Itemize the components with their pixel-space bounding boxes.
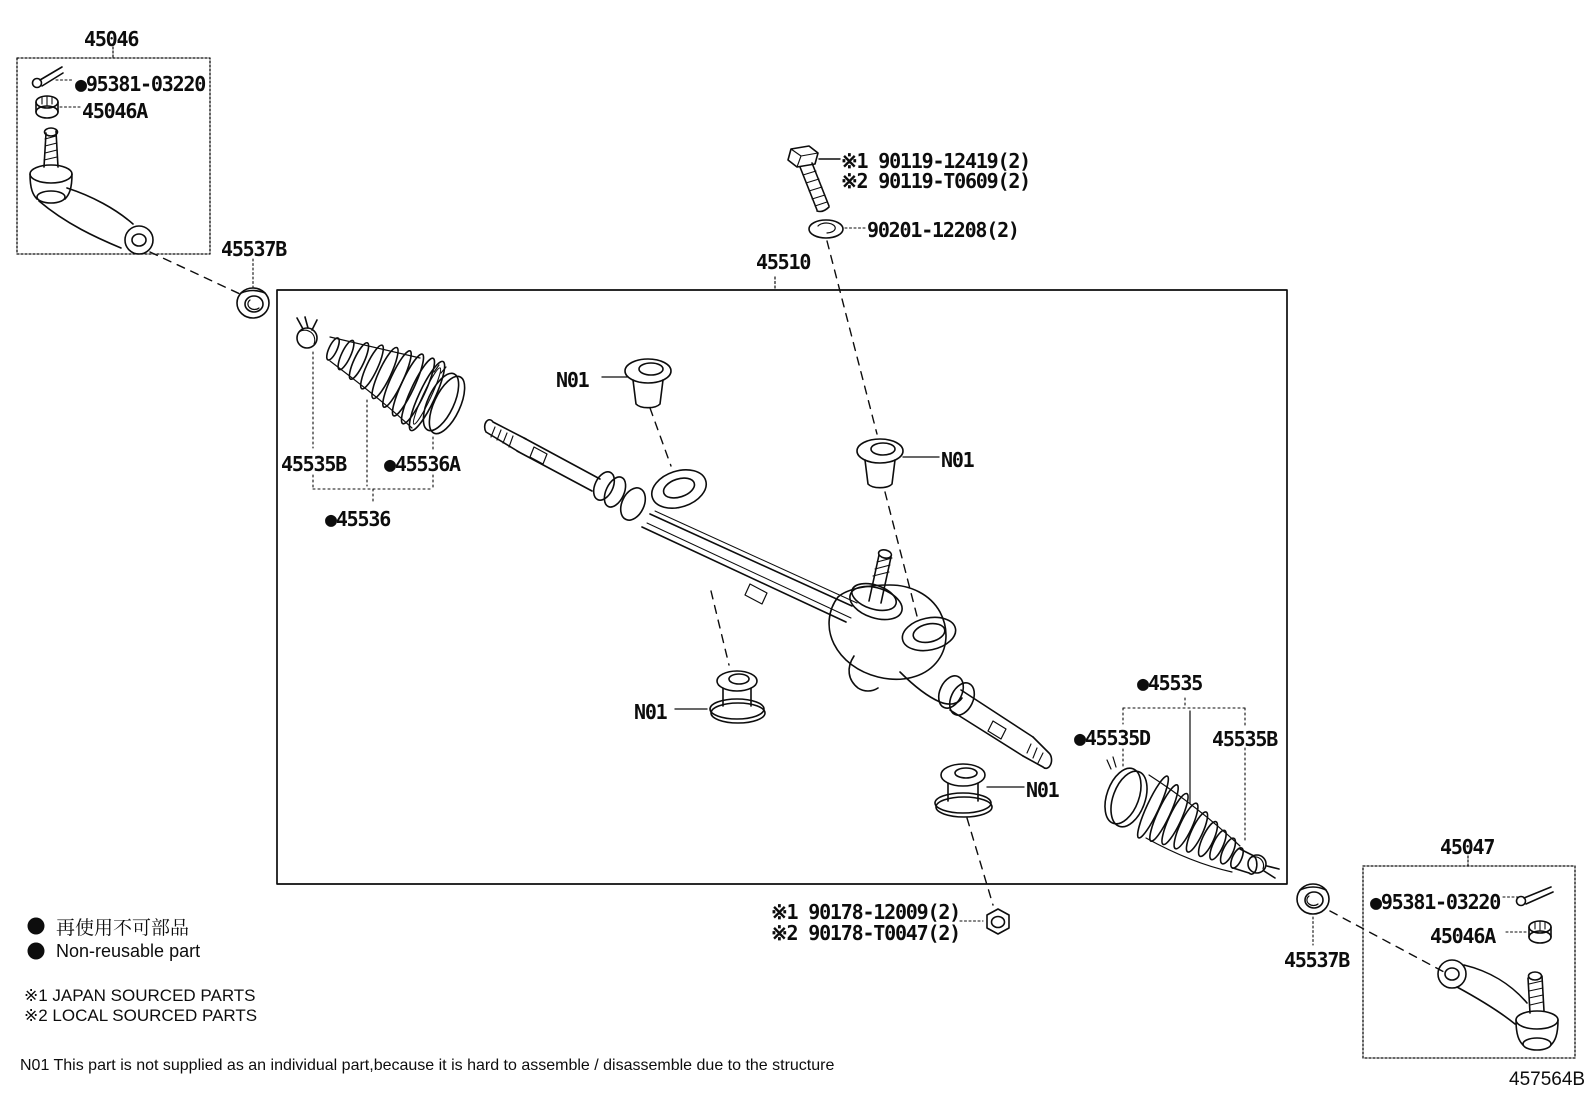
part-label-45536: ●45536 bbox=[325, 507, 391, 531]
part-label-cotter-pin-right: ●95381-03220 bbox=[1370, 890, 1501, 914]
part-label-washer: 90201-12208(2) bbox=[867, 218, 1019, 242]
boot-right-drawing bbox=[1098, 698, 1279, 878]
main-assembly-box bbox=[277, 290, 1287, 884]
grommet-1-drawing bbox=[602, 359, 671, 466]
grommet-callout-n01-4: N01 bbox=[1026, 778, 1059, 802]
tie-rod-end-box-right-art bbox=[1363, 856, 1575, 1058]
part-label-45510: 45510 bbox=[756, 250, 811, 274]
tie-rod-end-right-drawing bbox=[1438, 960, 1558, 1050]
grommet-3-drawing bbox=[675, 591, 765, 723]
legend-local-sourced: ※2 LOCAL SOURCED PARTS bbox=[24, 1006, 258, 1025]
lock-nut-top-drawing bbox=[237, 259, 269, 318]
footnote-n01: N01 This part is not supplied as an individual part,because it is hard to assemble / disassemble due to the structure bbox=[20, 1057, 835, 1074]
cotter-pin-icon bbox=[33, 67, 74, 88]
castle-nut-icon bbox=[1506, 921, 1551, 943]
flange-nut-drawing bbox=[960, 909, 1009, 934]
part-label-45535: ●45535 bbox=[1137, 671, 1203, 695]
legend-non-reusable-jp: 再使用不可部品 bbox=[56, 918, 190, 939]
part-label-45046: 45046 bbox=[84, 27, 139, 51]
grommet-callout-n01-2: N01 bbox=[941, 448, 974, 472]
part-label-45047: 45047 bbox=[1440, 835, 1495, 859]
part-label-nut-local: ※2 90178-T0047(2) bbox=[771, 921, 961, 945]
non-reusable-bullet-jp bbox=[28, 918, 45, 935]
part-label-nut-japan: ※1 90178-12009(2) bbox=[771, 900, 961, 924]
part-label-45535D: ●45535D bbox=[1074, 726, 1150, 750]
non-reusable-bullet-en bbox=[28, 943, 45, 960]
part-label-lock-nut-bottom: 45537B bbox=[1284, 948, 1350, 972]
part-label-45535B-left: 45535B bbox=[281, 452, 347, 476]
grommet-callout-n01-1: N01 bbox=[556, 368, 589, 392]
part-label-bolt-japan: ※1 90119-12419(2) bbox=[841, 149, 1031, 173]
tie-rod-end-left-drawing bbox=[30, 128, 153, 254]
mounting-bolt-drawing bbox=[788, 146, 840, 212]
part-label-castle-nut-right: 45046A bbox=[1430, 924, 1496, 948]
part-label-castle-nut-left: 45046A bbox=[82, 99, 148, 123]
part-label-bolt-local: ※2 90119-T0609(2) bbox=[841, 169, 1031, 193]
grommet-callout-n01-3: N01 bbox=[634, 700, 667, 724]
cotter-pin-icon bbox=[1503, 887, 1553, 906]
washer-drawing bbox=[809, 220, 865, 238]
legend-japan-sourced: ※1 JAPAN SOURCED PARTS bbox=[24, 986, 256, 1005]
part-label-cotter-pin-left: ●95381-03220 bbox=[75, 72, 206, 96]
drawing-number: 457564B bbox=[1509, 1069, 1586, 1090]
legend-non-reusable-en: Non-reusable part bbox=[56, 941, 201, 961]
grommet-2-drawing bbox=[857, 439, 939, 488]
part-label-lock-nut-top: 45537B bbox=[221, 237, 287, 261]
part-label-45535B-right: 45535B bbox=[1212, 727, 1278, 751]
steering-gear-drawing bbox=[485, 420, 1052, 769]
castle-nut-icon bbox=[36, 96, 80, 118]
part-label-45536A: ●45536A bbox=[384, 452, 460, 476]
